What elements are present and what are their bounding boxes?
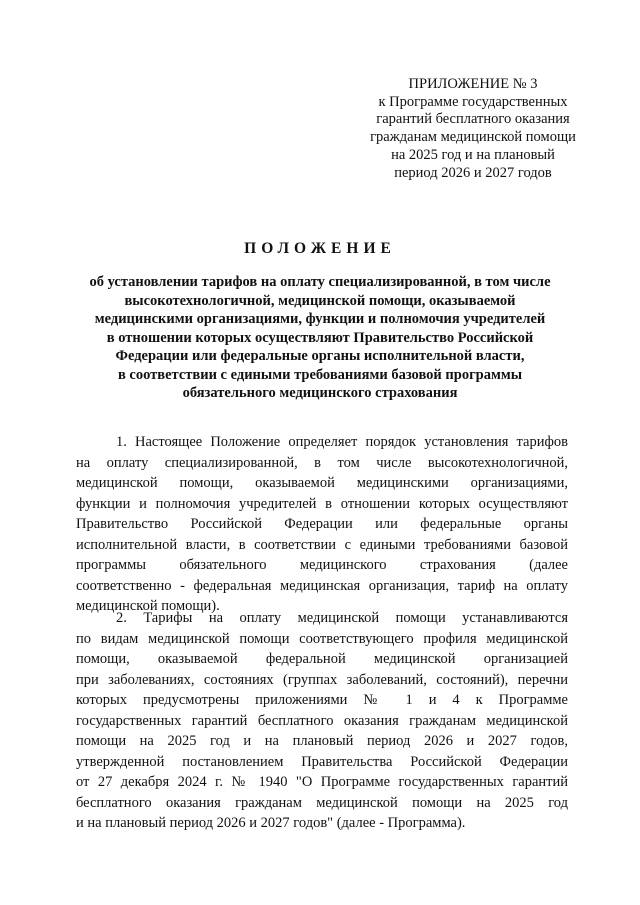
paragraph-line: и на плановый период 2026 и 2027 годов" (далее - Программа). xyxy=(76,815,466,831)
paragraph-line: государственных гарантий бесплатного оказания гражданам медицинской xyxy=(76,712,568,729)
appendix-line: на 2025 год и на плановый xyxy=(391,146,555,163)
document-subtitle xyxy=(56,273,584,403)
subtitle-line: Федерации или федеральные органы исполнительной власти, xyxy=(115,348,525,364)
subtitle-line: высокотехнологичной, медицинской помощи, оказываемой xyxy=(124,292,516,309)
paragraph-line: на оплату специализированной, в том числе высокотехнологичной, xyxy=(76,454,568,471)
paragraph-2 xyxy=(76,608,568,834)
document-title: ПОЛОЖЕНИЕ xyxy=(244,240,396,257)
paragraph-line: 2. Тарифы на оплату медицинской помощи устанавливаются xyxy=(116,610,568,626)
paragraph-line: 1. Настоящее Положение определяет порядок установления тарифов xyxy=(116,434,568,450)
paragraph-line: соответственно - федеральная медицинская организация, тариф на оплату xyxy=(76,577,568,594)
paragraph-1 xyxy=(76,432,568,617)
appendix-line: ПРИЛОЖЕНИЕ № 3 xyxy=(408,76,538,92)
subtitle-line: обязательного медицинского страхования xyxy=(182,385,458,401)
appendix-line: гарантий бесплатного оказания xyxy=(376,111,570,128)
subtitle-line: в соответствии с едиными требованиями базовой программы xyxy=(117,366,523,383)
appendix-line: к Программе государственных xyxy=(378,93,568,110)
paragraph-line: которых предусмотрены приложениями № 1 и 4 к Программе xyxy=(76,692,568,708)
paragraph-line: при заболеваниях, состояниях (группах заболеваний, состояний), перечни xyxy=(76,671,568,688)
paragraph-line: медицинской помощи, оказываемой медицинскими организациями, xyxy=(76,475,568,491)
subtitle-line: медицинскими организациями, функции и полномочия учредителей xyxy=(94,311,546,327)
paragraph-line: Правительство Российской Федерации или федеральные органы xyxy=(76,516,568,532)
paragraph-line: исполнительной власти, в соответствии с едиными требованиями базовой xyxy=(76,536,568,553)
appendix-line: гражданам медицинской помощи xyxy=(370,129,576,146)
paragraph-line: функции и полномочия учредителей в отношении которых осуществляют xyxy=(76,495,568,512)
paragraph-line: по видам медицинской помощи соответствующего профиля медицинской xyxy=(76,630,568,647)
paragraph-line: медицинской помощи). xyxy=(76,598,220,614)
subtitle-line: в отношении которых осуществляют Правительство Российской xyxy=(106,329,534,346)
paragraph-line: бесплатного оказания гражданам медицинской помощи на 2025 год xyxy=(76,794,568,811)
paragraph-line: от 27 декабря 2024 г. № 1940 "О Программе государственных гарантий xyxy=(76,774,568,790)
paragraph-line: программы обязательного медицинского страхования (далее xyxy=(76,557,568,573)
paragraph-line: утвержденной постановлением Правительства Российской Федерации xyxy=(76,753,568,770)
paragraph-line: помощи на 2025 год и на плановый период 2026 и 2027 годов, xyxy=(76,733,568,749)
paragraph-line: помощи, оказываемой федеральной медицинской организацией xyxy=(76,651,568,667)
subtitle-line: об установлении тарифов на оплату специализированной, в том числе xyxy=(89,274,551,290)
appendix-line: период 2026 и 2027 годов xyxy=(394,164,552,181)
appendix-header xyxy=(330,76,616,182)
